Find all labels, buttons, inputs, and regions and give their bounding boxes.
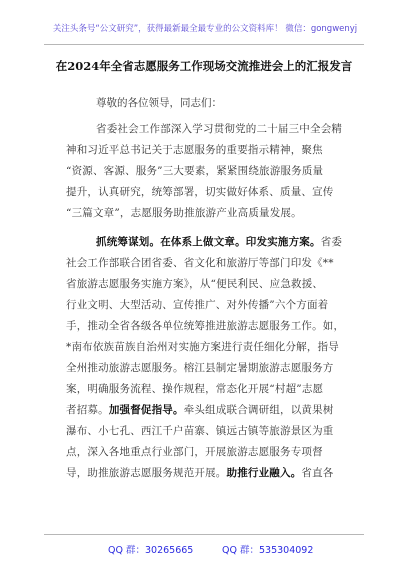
greeting: 尊敬的各位领导，同志们： xyxy=(96,97,222,109)
para2-line9-rest: 牵头组成联合调研组，以黄果树 xyxy=(183,404,334,416)
para1-line-4: 提升，认真研究，统筹部署，切实做好体系、质量、宣传 xyxy=(66,186,334,198)
para2-heading: 抓统筹谋划。在体系上做文章。印发实施方案。 xyxy=(96,236,321,248)
para1-line-1: 省委社会工作部深入学习贯彻党的二十届三中全会精 xyxy=(96,123,343,135)
para2-line-12 xyxy=(66,467,350,480)
para2-line-6: *南布依族苗族自治州对实施方案进行责任细化分解，指导 xyxy=(66,341,339,353)
para2-line-9 xyxy=(66,404,350,417)
para2-subheading-supervision: 加强督促指导。 xyxy=(108,404,184,416)
para2-line-2: 社会工作部联合团省委、省文化和旅游厅等部门印发《** xyxy=(66,257,334,269)
para2-subheading-integration: 助推行业融入。 xyxy=(226,467,302,479)
footer-divider xyxy=(44,534,364,535)
para2-line-10: 瀑布、小七孔、西江千户苗寨、镇远古镇等旅游景区为重 xyxy=(66,425,334,437)
para2-line-5: 手，推动全省各级各单位统筹推进旅游志愿服务工作。如， xyxy=(66,320,345,332)
para2-line-3: 省旅游志愿服务实施方案》，从“便民利民、应急救援、 xyxy=(66,278,324,290)
para2-line-11: 点，深入各地重点行业部门，开展旅游志愿服务专项督 xyxy=(66,446,323,458)
footer-qq-group-1: QQ 群：30265665 xyxy=(108,545,194,556)
para2-line12-rest: 省直各 xyxy=(301,467,334,479)
para1-line-3: “资源、客源、服务”三大要素，紧紧围绕旅游服务质量 xyxy=(66,165,324,177)
footer-qq-group-2: QQ 群：535304092 xyxy=(222,545,314,556)
para2-line9-start: 者招募。 xyxy=(66,404,109,416)
para2-line-8: 案，明确服务流程、操作规程，常态化开展“村超”志愿 xyxy=(66,383,324,395)
para2-line-4: 行业文明、大型活动、宣传推广、对外传播”六个方面着 xyxy=(66,299,329,311)
para2-line-7: 全州推动旅游志愿服务。榕江县制定暑期旅游志愿服务方 xyxy=(66,362,334,374)
banner-divider xyxy=(44,44,364,45)
para2-line12-text: 导，助推旅游志愿服务规范开展。 xyxy=(66,467,227,479)
document-title: 在2024年全省志愿服务工作现场交流推进会上的汇报发言 xyxy=(55,59,353,73)
para2-line-1 xyxy=(96,236,350,249)
para1-line-2: 神和习近平总书记关于志愿服务的重要指示精神，聚焦 xyxy=(66,144,323,156)
para1-line-5: “三篇文章”，志愿服务助推旅游产业高质量发展。 xyxy=(66,207,302,219)
top-banner: 关注头条号“公文研究”，获得最新最全最专业的公文资料库！ 微信：gongwenyj xyxy=(52,24,358,34)
para2-line1-rest: 省委 xyxy=(320,236,343,248)
